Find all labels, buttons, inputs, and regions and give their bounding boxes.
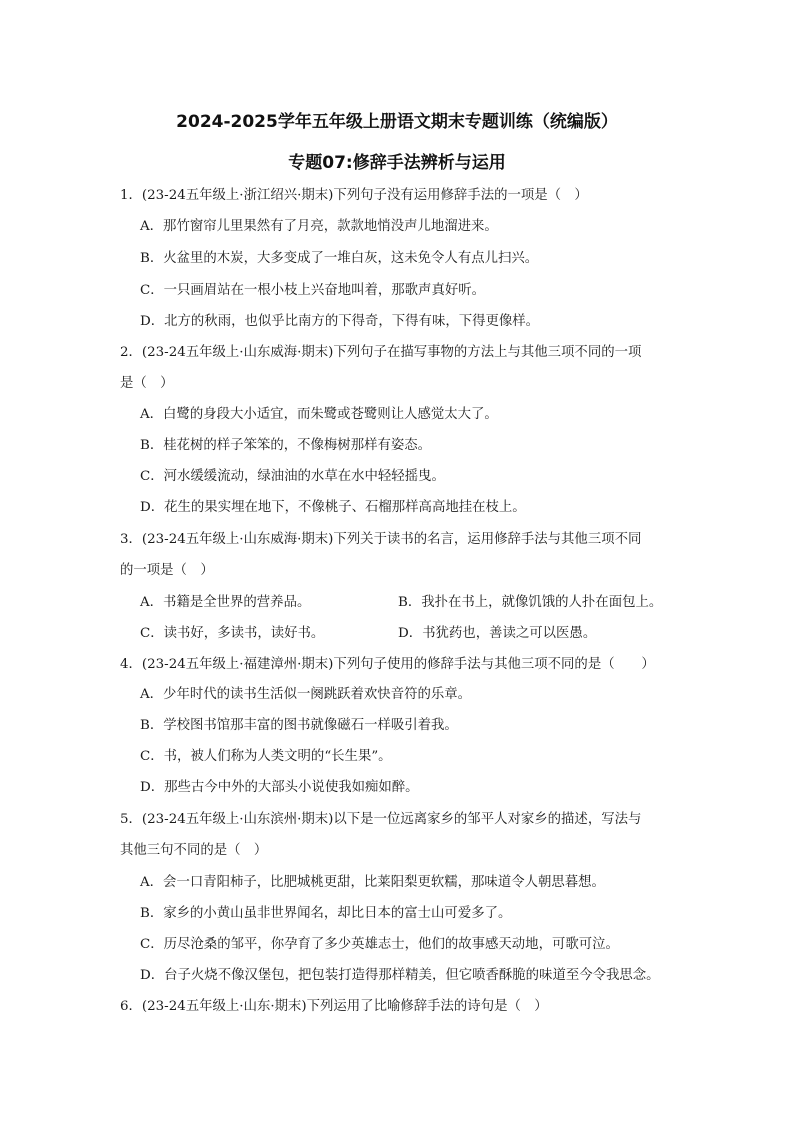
question-3-option-b: B．我扑在书上，就像饥饿的人扑在面包上。 — [398, 595, 663, 610]
question-stem: 下列句子使用的修辞手法与其他三项不同的是（ ） — [333, 657, 655, 672]
question-number: 6． — [120, 999, 142, 1014]
question-4-option-a: A．少年时代的读书生活似一阕跳跃着欢快音符的乐章。 — [140, 687, 472, 702]
question-stem: 下列句子在描写事物的方法上与其他三项不同的一项 — [333, 345, 642, 360]
question-2-option-b: B．桂花树的样子笨笨的，不像梅树那样有姿态。 — [140, 438, 432, 453]
question-3-option-a: A．书籍是全世界的营养品。 — [140, 595, 311, 610]
question-stem: 以下是一位远离家乡的邹平人对家乡的描述，写法与 — [333, 812, 642, 827]
question-2-stem-line — [120, 344, 641, 362]
question-source: (23-24五年级上·山东威海·期末) — [141, 345, 334, 360]
question-6-stem-line — [120, 998, 548, 1016]
question-3-option-c: C．读书好，多读书，读好书。 — [140, 626, 325, 641]
question-3-stem-continuation: 的一项是（ ） — [120, 563, 214, 578]
question-stem: 下列句子没有运用修辞手法的一项是（ ） — [333, 188, 588, 203]
question-number: 2． — [120, 345, 142, 360]
question-source: (23-24五年级上·浙江绍兴·期末) — [141, 188, 334, 203]
question-2-option-a: A．白鹭的身段大小适宜，而朱鹭或苍鹭则让人感觉太大了。 — [140, 407, 498, 422]
question-2-option-c: C．河水缓缓流动，绿油油的水草在水中轻轻摇曳。 — [140, 469, 445, 484]
question-source: (23-24五年级上·山东·期末) — [141, 999, 307, 1014]
question-number: 5． — [120, 812, 142, 827]
question-4-option-d: D．那些古今中外的大部头小说使我如痴如醉。 — [140, 780, 419, 795]
question-1-option-b: B．火盆里的木炭，大多变成了一堆白灰，这未免令人有点儿扫兴。 — [140, 251, 539, 266]
question-2-option-d: D．花生的果实埋在地下，不像桃子、石榴那样高高地挂在枝上。 — [140, 500, 526, 515]
question-4-option-b: B．学校图书馆那丰富的图书就像磁石一样吸引着我。 — [140, 718, 458, 733]
question-source: (23-24五年级上·山东滨州·期末) — [141, 812, 334, 827]
question-stem: 下列关于读书的名言，运用修辞手法与其他三项不同 — [333, 532, 642, 547]
question-3-stem-line — [120, 531, 641, 549]
question-5-option-b: B．家乡的小黄山虽非世界闻名，却比日本的富士山可爱多了。 — [140, 906, 512, 921]
question-4-stem-line — [120, 656, 655, 674]
question-1-option-c: C．一只画眉站在一根小枝上兴奋地叫着，那歌声真好听。 — [140, 283, 486, 298]
question-1-option-a: A．那竹窗帘儿里果然有了月亮，款款地悄没声儿地溜进来。 — [140, 219, 498, 234]
question-5-option-c: C．历尽沧桑的邹平，你孕育了多少英雄志士，他们的故事感天动地，可歌可泣。 — [140, 937, 619, 952]
question-1-stem-line — [120, 187, 588, 205]
question-1-option-d: D．北方的秋雨，也似乎比南方的下得奇，下得有味，下得更像样。 — [140, 314, 540, 329]
question-2-stem-continuation: 是（ ） — [120, 376, 174, 391]
question-number: 1． — [120, 188, 142, 203]
question-3-option-d: D．书犹药也，善读之可以医愚。 — [398, 626, 597, 641]
question-number: 4． — [120, 657, 142, 672]
question-source: (23-24五年级上·福建漳州·期末) — [141, 657, 334, 672]
question-4-option-c: C．书，被人们称为人类文明的“长生果”。 — [140, 749, 392, 764]
document-subtitle: 专题07:修辞手法辨析与运用 — [288, 153, 506, 173]
question-source: (23-24五年级上·山东威海·期末) — [141, 532, 334, 547]
question-5-stem-continuation: 其他三句不同的是（ ） — [120, 843, 268, 858]
question-stem: 下列运用了比喻修辞手法的诗句是（ ） — [306, 999, 548, 1014]
question-number: 3． — [120, 532, 142, 547]
question-5-option-d: D．台子火烧不像汉堡包，把包装打造得那样精美，但它喷香酥脆的味道至今令我思念。 — [140, 968, 660, 983]
document-title: 2024-2025学年五年级上册语文期末专题训练（统编版） — [176, 112, 618, 132]
question-5-option-a: A．会一口青阳柿子，比肥城桃更甜，比莱阳梨更软糯，那味道令人朝思暮想。 — [140, 875, 605, 890]
question-5-stem-line — [120, 811, 641, 829]
